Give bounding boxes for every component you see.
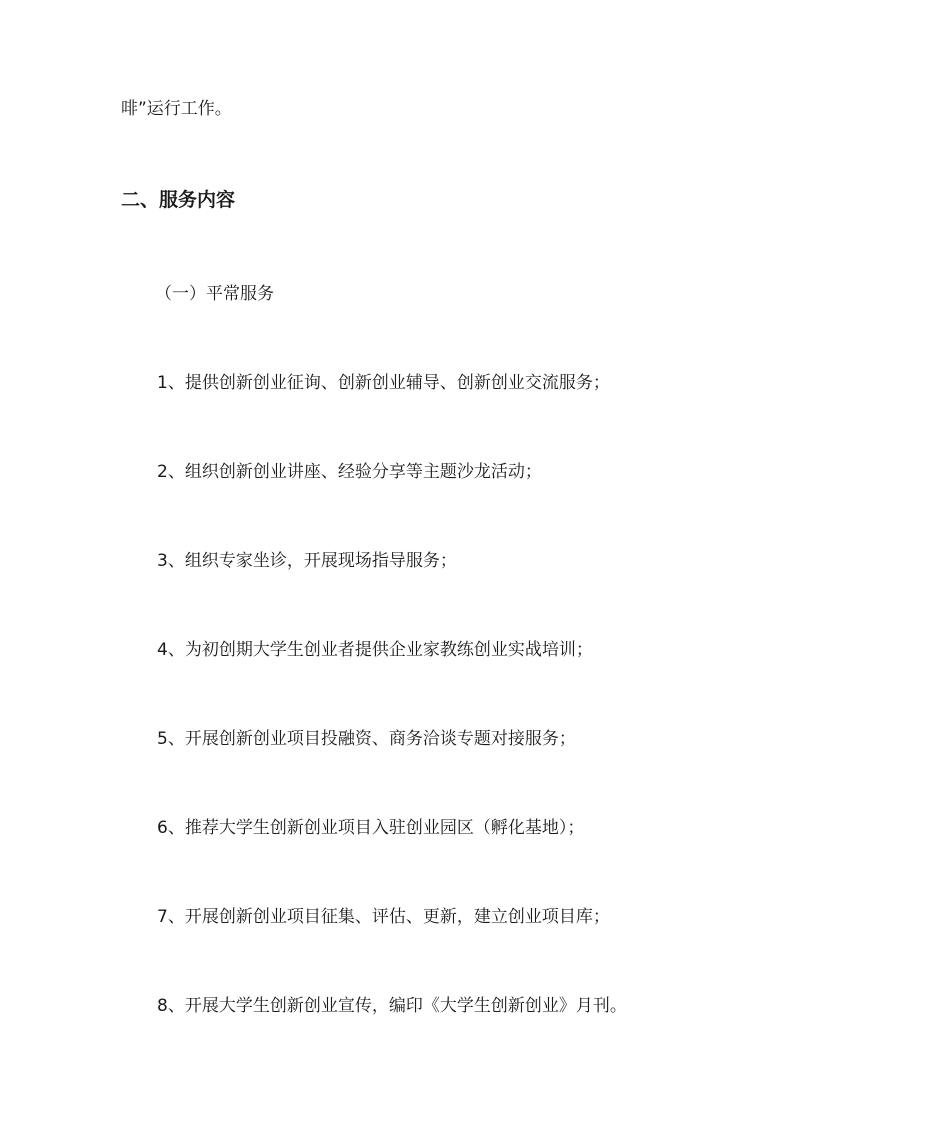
list-item-2: 2、组织创新创业讲座、经验分享等主题沙龙活动； (157, 462, 542, 482)
continued-paragraph: 啡”运行工作。 (121, 99, 232, 119)
list-item-4: 4、为初创期大学生创业者提供企业家教练创业实战培训； (157, 640, 593, 660)
list-item-8: 8、开展大学生创新创业宣传，编印《大学生创新创业》月刊。 (157, 996, 627, 1016)
subsection-heading: （一）平常服务 (155, 284, 274, 304)
list-item-3: 3、组织专家坐诊，开展现场指导服务； (157, 551, 457, 571)
list-item-6: 6、推荐大学生创新创业项目入驻创业园区（孵化基地）； (157, 818, 585, 838)
list-item-1: 1、提供创新创业征询、创新创业辅导、创新创业交流服务； (157, 373, 610, 393)
list-item-5: 5、开展创新创业项目投融资、商务洽谈专题对接服务； (157, 729, 576, 749)
section-heading: 二、服务内容 (121, 189, 236, 211)
list-item-7: 7、开展创新创业项目征集、评估、更新，建立创业项目库； (157, 907, 610, 927)
